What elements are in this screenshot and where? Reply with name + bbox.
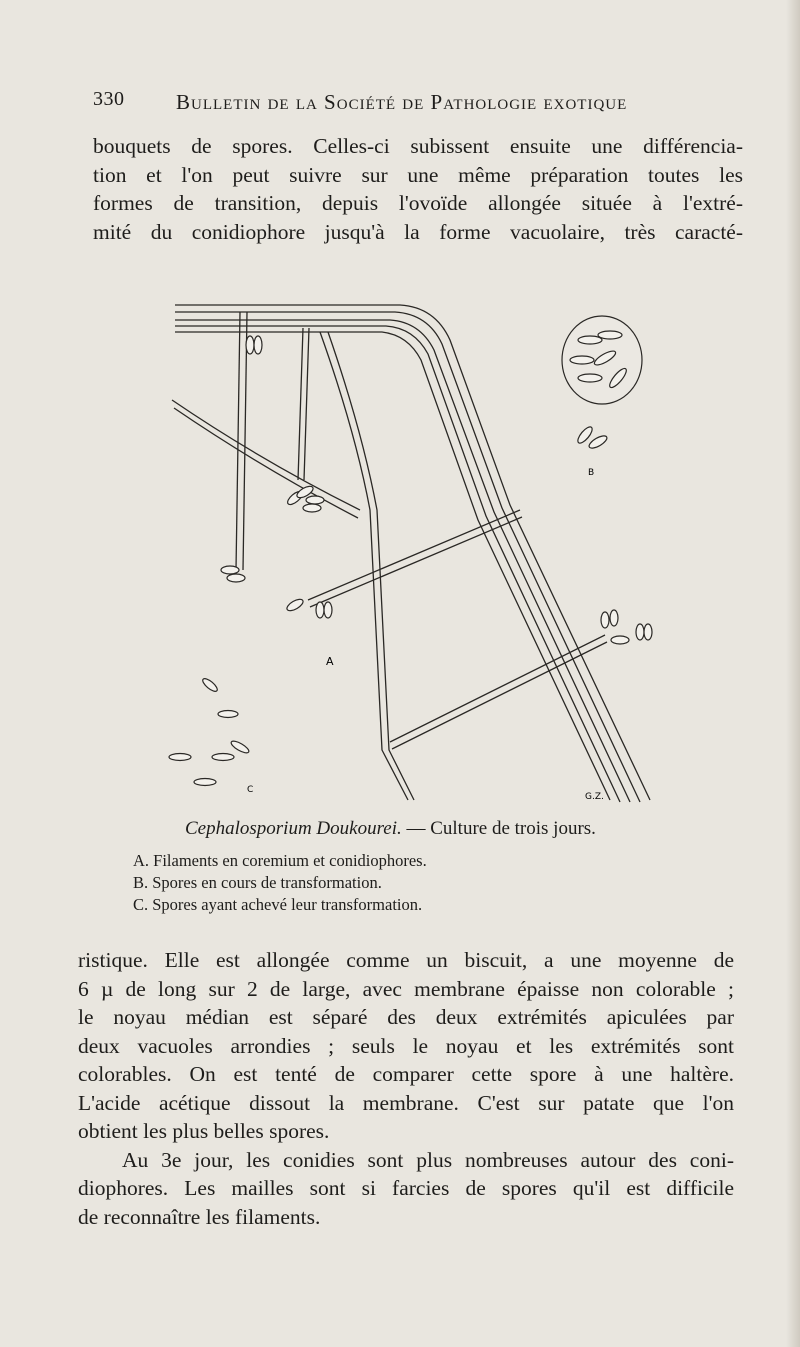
text-line: formes de transition, depuis l'ovoïde allongée située à l'extré- — [93, 191, 743, 215]
page-edge — [786, 0, 800, 1347]
figure-caption — [185, 818, 596, 840]
hypha — [390, 635, 605, 742]
botanical-illustration — [90, 280, 770, 820]
text-line: deux vacuoles arrondies ; seuls le noyau et les extrémités sont — [78, 1033, 734, 1058]
figure-legend — [133, 850, 427, 916]
text-line: diophores. Les mailles sont si farcies de spores qu'il est difficile — [78, 1176, 734, 1200]
hypha — [308, 510, 520, 600]
bottom-paragraph — [78, 946, 734, 1231]
artist-signature: G.Z. — [585, 792, 604, 802]
hypha — [172, 400, 360, 510]
text-line: ristique. Elle est allongée comme un biscuit, a une moyenne de — [78, 948, 734, 972]
hypha — [328, 332, 414, 800]
hypha — [320, 332, 408, 800]
text-line: L'acide acétique dissout la membrane. C'est sur patate que l'on — [78, 1090, 734, 1115]
legend-item: C. Spores ayant achevé leur transformation. — [133, 895, 423, 914]
legend-item: A. Filaments en coremium et conidiophores. — [133, 851, 427, 870]
journal-title: Bulletin de la Société de Pathologie exotique — [176, 90, 628, 114]
conidiophore — [298, 328, 303, 480]
coremium-strand — [175, 326, 620, 802]
text-line: colorables. On est tenté de comparer cette spore à une haltère. — [78, 1062, 734, 1086]
hypha — [174, 408, 358, 518]
legend-item: B. Spores en cours de transformation. — [133, 873, 382, 892]
text-line: obtient les plus belles spores. — [78, 1119, 330, 1143]
text-line: mité du conidiophore jusqu'à la forme vacuolaire, très caracté- — [93, 219, 743, 244]
fungus-drawing — [90, 280, 770, 820]
text-line: Au 3e jour, les conidies sont plus nombreuses autour des coni- — [122, 1147, 734, 1172]
caption-species: Cephalosporium Doukourei. — [185, 818, 402, 839]
label-c: C — [247, 785, 254, 795]
text-line: bouquets de spores. Celles-ci subissent ensuite une différencia- — [93, 134, 743, 158]
label-b: B — [588, 468, 595, 478]
hypha — [392, 642, 607, 749]
running-header — [93, 88, 743, 118]
text-line: tion et l'on peut suivre sur une même préparation toutes les — [93, 162, 743, 187]
caption-text: — Culture de trois jours. — [406, 818, 596, 839]
hypha — [310, 517, 522, 607]
text-line: de reconnaître les filaments. — [78, 1204, 321, 1229]
label-a: A — [326, 655, 334, 668]
coremium-strand — [175, 332, 610, 800]
text-line: 6 µ de long sur 2 de large, avec membrane épaisse non colorable ; — [78, 976, 734, 1001]
conidiophore — [304, 328, 309, 480]
text-line: le noyau médian est séparé des deux extrémités apiculées par — [78, 1005, 734, 1029]
top-paragraph — [93, 132, 743, 246]
page-number: 330 — [93, 88, 125, 110]
